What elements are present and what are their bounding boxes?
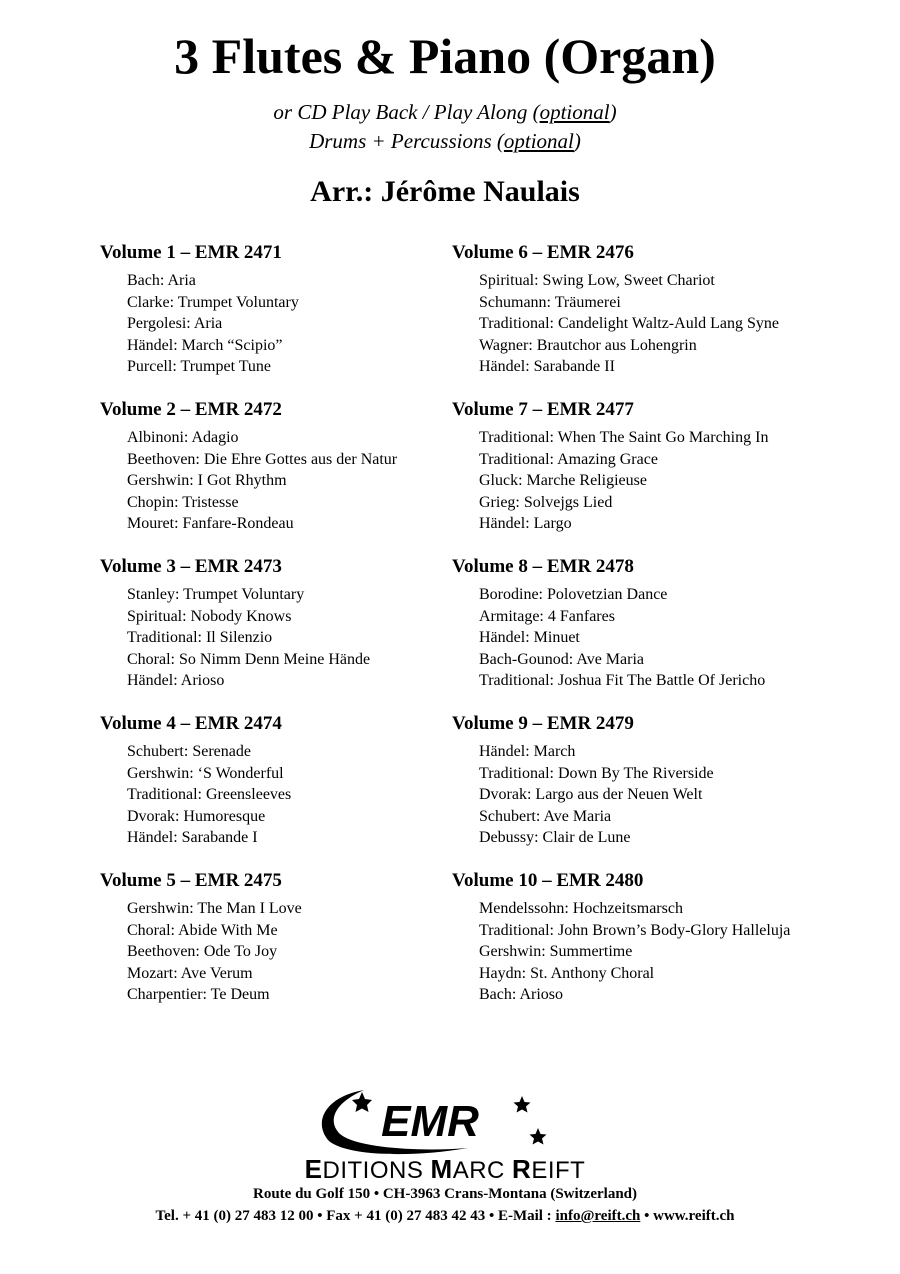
work-item: Traditional: Greensleeves (127, 786, 292, 804)
work-item: Grieg: Solvejgs Lied (479, 493, 613, 511)
publisher-initial-m: M (430, 1154, 453, 1184)
work-item: Debussy: Clair de Lune (479, 829, 631, 847)
page-title: 3 Flutes & Piano (Organ) (174, 28, 716, 84)
volume-heading: Volume 5 – EMR 2475 (100, 870, 282, 891)
work-item: Gershwin: ‘S Wonderful (127, 764, 284, 782)
works-list (100, 898, 440, 1006)
volume-heading: Volume 3 – EMR 2473 (100, 556, 282, 577)
work-item: Mozart: Ave Verum (127, 964, 253, 982)
volume-block (452, 711, 872, 868)
work-item: Gershwin: Summertime (479, 943, 633, 961)
works-list (452, 898, 872, 1006)
work-item: Gluck: Marche Religieuse (479, 472, 647, 490)
work-item: Haydn: St. Anthony Choral (479, 964, 655, 982)
volume-heading: Volume 4 – EMR 2474 (100, 713, 282, 734)
work-item: Händel: Arioso (127, 672, 225, 690)
work-item: Spiritual: Nobody Knows (127, 607, 292, 625)
volume-heading: Volume 2 – EMR 2472 (100, 399, 282, 420)
volume-block (452, 397, 872, 554)
work-item: Schubert: Ave Maria (479, 807, 612, 825)
work-item: Traditional: When The Saint Go Marching In (479, 429, 769, 446)
contact-email-link[interactable]: info@reift.ch (555, 1208, 641, 1224)
arranger: Arr.: Jérôme Naulais (310, 175, 580, 208)
works-list (452, 584, 872, 692)
contact-website: • www.reift.ch (640, 1208, 735, 1224)
work-item: Mendelssohn: Hochzeitsmarsch (479, 900, 683, 917)
work-item: Mouret: Fanfare-Rondeau (127, 515, 294, 533)
work-item: Chopin: Tristesse (127, 493, 239, 511)
work-item: Pergolesi: Aria (127, 315, 223, 333)
work-item: Bach: Aria (127, 272, 196, 289)
work-item: Traditional: Amazing Grace (479, 450, 658, 468)
volume-block (452, 868, 872, 1025)
works-list (100, 584, 440, 692)
work-item: Dvorak: Humoresque (127, 807, 266, 825)
works-list (452, 270, 872, 378)
volume-block (100, 868, 440, 1025)
work-item: Beethoven: Ode To Joy (127, 943, 278, 961)
work-item: Choral: So Nimm Denn Meine Hände (127, 650, 371, 668)
work-item: Händel: Largo (479, 515, 572, 533)
work-item: Wagner: Brautchor aus Lohengrin (479, 336, 697, 354)
work-item: Traditional: Il Silenzio (127, 629, 273, 647)
volume-heading: Volume 8 – EMR 2478 (452, 556, 634, 577)
works-list (100, 427, 440, 535)
volume-heading: Volume 1 – EMR 2471 (100, 242, 282, 263)
work-item: Stanley: Trumpet Voluntary (127, 586, 305, 603)
volume-column-right (452, 240, 872, 1025)
volume-block (100, 711, 440, 868)
works-list (100, 741, 440, 849)
subtitle-playback-close: ) (609, 100, 617, 124)
works-list (452, 741, 872, 849)
volume-block (100, 554, 440, 711)
work-item: Händel: Minuet (479, 629, 580, 647)
work-item: Händel: March “Scipio” (127, 336, 283, 354)
volume-heading: Volume 9 – EMR 2479 (452, 713, 634, 734)
work-item: Händel: Sarabande I (127, 829, 258, 847)
work-item: Armitage: 4 Fanfares (479, 607, 615, 625)
work-item: Gershwin: The Man I Love (127, 900, 302, 917)
work-item: Beethoven: Die Ehre Gottes aus der Natur (127, 450, 398, 468)
work-item: Albinoni: Adagio (127, 429, 239, 446)
volume-heading: Volume 7 – EMR 2477 (452, 399, 634, 420)
work-item: Dvorak: Largo aus der Neuen Welt (479, 786, 703, 804)
contact-phone-fax: Tel. + 41 (0) 27 483 12 00 • Fax + 41 (0) 27 483 42 43 • E-Mail : (155, 1208, 556, 1224)
work-item: Bach: Arioso (479, 986, 563, 1004)
works-list (452, 427, 872, 535)
publisher-contact (0, 1206, 890, 1226)
publisher-address: Route du Golf 150 • CH-3963 Crans-Montana (Switzerland) (253, 1186, 637, 1202)
publisher-name (0, 1154, 890, 1186)
work-item: Choral: Abide With Me (127, 921, 278, 939)
volume-block (100, 240, 440, 397)
publisher-part-arc: ARC (452, 1157, 513, 1184)
work-item: Traditional: John Brown’s Body-Glory Halleluja (479, 921, 791, 939)
work-item: Gershwin: I Got Rhythm (127, 472, 287, 490)
work-item: Borodine: Polovetzian Dance (479, 586, 668, 603)
work-item: Bach-Gounod: Ave Maria (479, 650, 644, 668)
publisher-part-eift: EIFT (531, 1157, 586, 1184)
work-item: Händel: Sarabande II (479, 358, 615, 376)
emr-star-logo-icon (300, 1082, 560, 1162)
work-item: Purcell: Trumpet Tune (127, 358, 272, 376)
work-item: Clarke: Trumpet Voluntary (127, 293, 299, 311)
volume-block (452, 554, 872, 711)
subtitle-playback (0, 98, 890, 126)
subtitle-drums-text: Drums + Percussions ( (309, 129, 504, 153)
subtitle-drums-optional: optional (503, 129, 574, 153)
subtitle-drums (0, 127, 890, 155)
publisher-initial-e: E (304, 1154, 323, 1184)
work-item: Schumann: Träumerei (479, 293, 621, 311)
subtitle-playback-optional: optional (539, 100, 610, 124)
subtitle-drums-close: ) (573, 129, 581, 153)
work-item: Traditional: Down By The Riverside (479, 764, 714, 782)
volume-heading: Volume 6 – EMR 2476 (452, 242, 634, 263)
logo-text: EMR (381, 1097, 479, 1146)
works-list (100, 270, 440, 378)
work-item: Spiritual: Swing Low, Sweet Chariot (479, 272, 715, 289)
volume-column-left (100, 240, 440, 1025)
work-item: Traditional: Candelight Waltz-Auld Lang Syne (479, 315, 780, 333)
volume-heading: Volume 10 – EMR 2480 (452, 870, 644, 891)
volume-block (452, 240, 872, 397)
work-item: Charpentier: Te Deum (127, 986, 270, 1004)
subtitle-playback-text: or CD Play Back / Play Along ( (273, 100, 540, 124)
publisher-initial-r: R (512, 1154, 532, 1184)
work-item: Schubert: Serenade (127, 743, 251, 760)
work-item: Traditional: Joshua Fit The Battle Of Jericho (479, 672, 766, 690)
volume-block (100, 397, 440, 554)
publisher-part-ditions: DITIONS (322, 1157, 431, 1184)
work-item: Händel: March (479, 743, 576, 760)
